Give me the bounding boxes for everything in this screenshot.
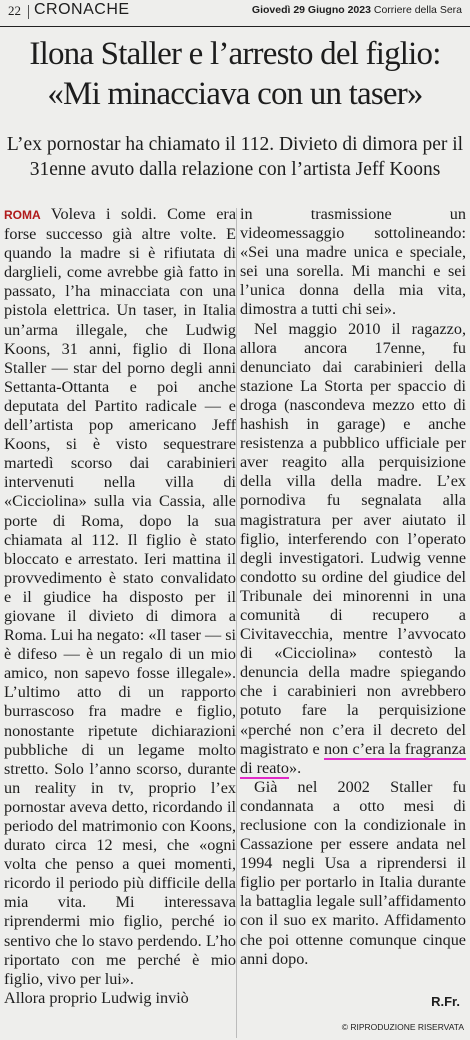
headline-line-2: «Mi minacciava con un taser» bbox=[47, 76, 423, 112]
highlighted-text: non c’era la fragranza di reato bbox=[240, 739, 466, 777]
paragraph-text: Nel maggio 2010 il ragazzo, allora ancora 17enne, fu denunciato dai carabinieri della stazione La Storta per spaccio di droga (nascondeva mezzo etto di hashish in garage) e anche resistenza a pubblico ufficiale per aver reagito alla perquisizione della villa della madre. L’ex pornodiva fu segnalata alla magistratura per aver aiutato il figlio, interferendo con l’operato degli investigatori. Ludwig venne condotto su ordine del giudice del Tribunale dei minorenni in una comunità di recupero a Civitavecchia, mentre l’avvocato di «Cicciolina» contestò la denuncia della madre spiegando che i carabinieri non avrebbero potuto fare la perquisizione «perché non c’era il decreto del magistrato e bbox=[240, 319, 466, 758]
article-column-left bbox=[4, 205, 236, 1008]
paragraph bbox=[240, 320, 466, 778]
paragraph: in trasmissione un videomessaggio sottolineando: «Sei una madre unica e speciale, sei una sorella. Mi manchi e sei l’unica donna della mia vita, dimostra a tutti chi sei». bbox=[240, 205, 466, 319]
header-rule bbox=[0, 26, 470, 27]
article-column-right bbox=[240, 205, 466, 969]
paragraph-text: ». bbox=[289, 758, 302, 777]
subheadline: L’ex pornostar ha chiamato il 112. Divieto di dimora per il 31enne avuto dalla relazione con l’artista Jeff Koons bbox=[6, 134, 464, 180]
issue-date: Giovedì 29 Giugno 2023 bbox=[251, 4, 371, 16]
paragraph: Già nel 2002 Staller fu condannata a otto mesi di reclusione con la condizionale in Cassazione per essere andata nel 1994 negli Usa a riprendersi il figlio per portarlo in Italia durante la battaglia legale sull’affidamento con il suo ex marito. Affidamento che poi ottenne comunque cinque anni dopo. bbox=[240, 777, 466, 968]
headline bbox=[0, 34, 470, 114]
page-header bbox=[0, 0, 470, 26]
author-signature: R.Fr. bbox=[431, 994, 460, 1009]
dateline: ROMA bbox=[4, 208, 41, 222]
headline-line-1: Ilona Staller e l’arresto del figlio: bbox=[29, 36, 441, 72]
publication-info bbox=[252, 4, 462, 16]
newspaper-name: Corriere della Sera bbox=[373, 4, 462, 16]
paragraph bbox=[4, 205, 236, 989]
paragraph: Allora proprio Ludwig inviò bbox=[4, 988, 189, 1007]
column-divider bbox=[236, 208, 237, 1038]
header-divider bbox=[28, 5, 29, 19]
section-name: CRONACHE bbox=[34, 1, 130, 18]
paragraph-text: Voleva i soldi. Come era forse successo già altre volte. E quando la madre si è rifiutata di darglieli, come avrebbe già fatto in passato, l’ha minacciata con una pistola elettrica. Un taser, in Italia un’arma illegale, che Ludwig Koons, 31 anni, figlio di Ilona Staller — star del porno degli anni Settanta-Ottanta e poi anche deputata del Partito radicale — e dell’artista pop americano Jeff Koons, si è visto sequestrare martedì scorso dai carabinieri intervenuti nella villa di «Cicciolina» sulla via Cassia, alle porte di Roma, dopo la sua chiamata al 112. Il figlio è stato bloccato e arrestato. Ieri mattina il provvedimento è stato convalidato e il giudice ha disposto per il giovane il divieto di dimora a Roma. Lui ha negato: «Il taser — si è difeso — è un regalo di un mio amico, non sapevo fosse illegale». L’ultimo atto di un rapporto burrascoso fra madre e figlio, nonostante ripetute dichiarazioni pubbliche di un legame molto stretto. Solo l’anno scorso, durante un reality in tv, proprio l’ex pornostar aveva detto, ricordando il periodo del matrimonio con Koons, durato circa 12 mesi, che «ogni volta che penso a quei momenti, ricordo il periodo più difficile della mia vita. Mi interessava riprendermi mio figlio, perché io sentivo che lo stavo perdendo. L’ho riportato con me perché è mio figlio, vivo per lui». bbox=[4, 205, 236, 988]
page-number: 22 bbox=[8, 3, 21, 18]
copyright-notice: © RIPRODUZIONE RISERVATA bbox=[341, 1022, 464, 1032]
